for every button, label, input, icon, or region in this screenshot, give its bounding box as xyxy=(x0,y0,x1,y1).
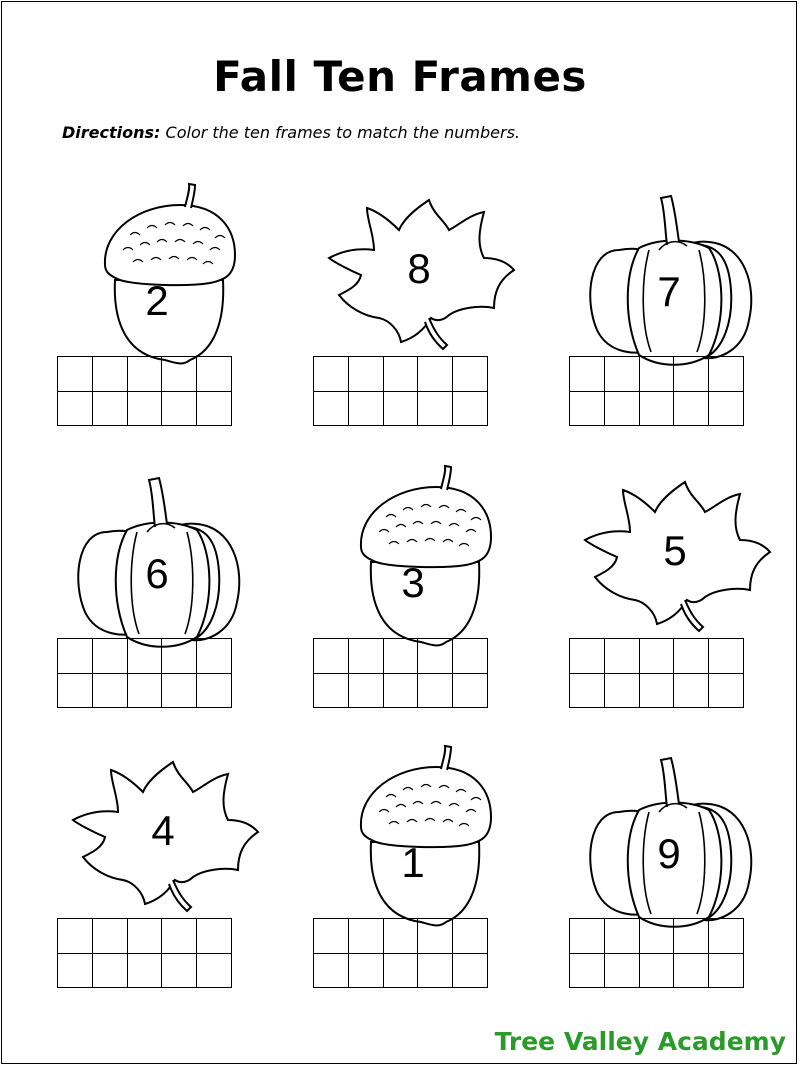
ten-frame-box[interactable] xyxy=(93,954,128,989)
ten-frame-box[interactable] xyxy=(674,954,709,989)
ten-frame-box[interactable] xyxy=(570,674,605,709)
ten-frame-box[interactable] xyxy=(384,357,419,392)
ten-frame-box[interactable] xyxy=(709,639,744,674)
ten-frame-box[interactable] xyxy=(640,392,675,427)
ten-frame-box[interactable] xyxy=(640,639,675,674)
ten-frame-box[interactable] xyxy=(640,674,675,709)
directions-label: Directions: xyxy=(62,123,161,142)
ten-frame-box[interactable] xyxy=(128,639,163,674)
ten-frame-box[interactable] xyxy=(418,674,453,709)
ten-frame-box[interactable] xyxy=(93,919,128,954)
ten-frame-box[interactable] xyxy=(418,919,453,954)
ten-frame-box[interactable] xyxy=(349,639,384,674)
ten-frame-box[interactable] xyxy=(418,357,453,392)
ten-frame-box[interactable] xyxy=(605,954,640,989)
ten-frame-box[interactable] xyxy=(384,919,419,954)
ten-frame-box[interactable] xyxy=(605,357,640,392)
ten-frame-box[interactable] xyxy=(58,639,93,674)
ten-frame-box[interactable] xyxy=(453,392,488,427)
ten-frame xyxy=(569,638,744,708)
acorn-icon xyxy=(331,742,521,932)
target-number: 7 xyxy=(657,268,681,315)
ten-frame-box[interactable] xyxy=(384,954,419,989)
target-number: 5 xyxy=(663,527,687,574)
ten-frame xyxy=(57,356,232,426)
ten-frame-box[interactable] xyxy=(314,674,349,709)
ten-frame-box[interactable] xyxy=(570,392,605,427)
ten-frame-box[interactable] xyxy=(570,954,605,989)
target-number: 2 xyxy=(145,277,169,324)
ten-frame-box[interactable] xyxy=(128,357,163,392)
target-number: 8 xyxy=(407,245,431,292)
directions xyxy=(62,123,520,142)
ten-frame xyxy=(569,356,744,426)
ten-frame-box[interactable] xyxy=(709,954,744,989)
ten-frame-item xyxy=(55,462,295,732)
ten-frame-box[interactable] xyxy=(93,392,128,427)
target-number: 9 xyxy=(657,830,681,877)
ten-frame-box[interactable] xyxy=(93,357,128,392)
ten-frame-box[interactable] xyxy=(674,919,709,954)
ten-frame-box[interactable] xyxy=(128,919,163,954)
ten-frame-box[interactable] xyxy=(314,639,349,674)
ten-frame-box[interactable] xyxy=(418,392,453,427)
directions-text: Color the ten frames to match the numbers. xyxy=(165,123,520,142)
page-title: Fall Ten Frames xyxy=(213,52,587,101)
brand-footer: Tree Valley Academy xyxy=(494,1027,786,1056)
ten-frame-box[interactable] xyxy=(58,392,93,427)
ten-frame-box[interactable] xyxy=(453,674,488,709)
ten-frame-box[interactable] xyxy=(570,919,605,954)
ten-frame-box[interactable] xyxy=(384,639,419,674)
ten-frame-box[interactable] xyxy=(384,674,419,709)
ten-frame-box[interactable] xyxy=(197,954,232,989)
ten-frame-box[interactable] xyxy=(384,392,419,427)
ten-frame-box[interactable] xyxy=(640,357,675,392)
ten-frame-box[interactable] xyxy=(314,392,349,427)
ten-frame xyxy=(57,638,232,708)
ten-frame-item xyxy=(311,742,551,1012)
ten-frame-box[interactable] xyxy=(197,392,232,427)
ten-frame-box[interactable] xyxy=(605,919,640,954)
ten-frame-box[interactable] xyxy=(93,639,128,674)
ten-frame-box[interactable] xyxy=(314,919,349,954)
target-number: 6 xyxy=(145,550,169,597)
ten-frame-box[interactable] xyxy=(349,392,384,427)
ten-frame-box[interactable] xyxy=(58,919,93,954)
ten-frame-box[interactable] xyxy=(640,954,675,989)
ten-frame-box[interactable] xyxy=(197,357,232,392)
ten-frame-box[interactable] xyxy=(453,639,488,674)
ten-frame-box[interactable] xyxy=(58,954,93,989)
ten-frame xyxy=(313,918,488,988)
ten-frame-box[interactable] xyxy=(58,357,93,392)
ten-frame-box[interactable] xyxy=(162,919,197,954)
target-number: 4 xyxy=(151,807,175,854)
ten-frame-box[interactable] xyxy=(605,639,640,674)
acorn-icon xyxy=(75,180,265,370)
ten-frame-box[interactable] xyxy=(128,392,163,427)
ten-frame-box[interactable] xyxy=(453,357,488,392)
ten-frame-box[interactable] xyxy=(674,392,709,427)
ten-frame-box[interactable] xyxy=(709,919,744,954)
ten-frame-box[interactable] xyxy=(197,674,232,709)
ten-frame-box[interactable] xyxy=(570,357,605,392)
ten-frame-box[interactable] xyxy=(674,674,709,709)
ten-frame-box[interactable] xyxy=(128,674,163,709)
ten-frame-item xyxy=(311,180,551,450)
ten-frame xyxy=(569,918,744,988)
ten-frame-item xyxy=(55,742,295,1012)
ten-frame-box[interactable] xyxy=(418,954,453,989)
ten-frame-box[interactable] xyxy=(349,954,384,989)
ten-frame-box[interactable] xyxy=(314,357,349,392)
ten-frame-item xyxy=(567,180,800,450)
ten-frame-box[interactable] xyxy=(162,639,197,674)
ten-frame-box[interactable] xyxy=(162,357,197,392)
acorn-icon xyxy=(331,462,521,652)
ten-frame-box[interactable] xyxy=(709,674,744,709)
ten-frame xyxy=(313,356,488,426)
ten-frame-item xyxy=(311,462,551,732)
ten-frame-box[interactable] xyxy=(570,639,605,674)
ten-frame-box[interactable] xyxy=(640,919,675,954)
ten-frame-box[interactable] xyxy=(162,954,197,989)
ten-frame-box[interactable] xyxy=(349,357,384,392)
target-number: 1 xyxy=(401,839,425,886)
ten-frame-box[interactable] xyxy=(674,639,709,674)
ten-frame-box[interactable] xyxy=(58,674,93,709)
ten-frame-box[interactable] xyxy=(709,357,744,392)
ten-frame xyxy=(57,918,232,988)
ten-frame-box[interactable] xyxy=(453,919,488,954)
ten-frame-box[interactable] xyxy=(709,392,744,427)
ten-frame-box[interactable] xyxy=(605,392,640,427)
ten-frame-item xyxy=(55,180,295,450)
ten-frame xyxy=(313,638,488,708)
ten-frame-box[interactable] xyxy=(605,674,640,709)
ten-frame-box[interactable] xyxy=(197,639,232,674)
ten-frame-box[interactable] xyxy=(418,639,453,674)
ten-frame-box[interactable] xyxy=(349,919,384,954)
ten-frame-box[interactable] xyxy=(674,357,709,392)
ten-frame-box[interactable] xyxy=(93,674,128,709)
ten-frame-box[interactable] xyxy=(162,674,197,709)
ten-frame-item xyxy=(567,462,800,732)
ten-frame-box[interactable] xyxy=(453,954,488,989)
target-number: 3 xyxy=(401,559,425,606)
ten-frame-item xyxy=(567,742,800,1012)
ten-frame-box[interactable] xyxy=(314,954,349,989)
ten-frame-box[interactable] xyxy=(162,392,197,427)
ten-frame-box[interactable] xyxy=(128,954,163,989)
ten-frame-box[interactable] xyxy=(197,919,232,954)
ten-frame-box[interactable] xyxy=(349,674,384,709)
